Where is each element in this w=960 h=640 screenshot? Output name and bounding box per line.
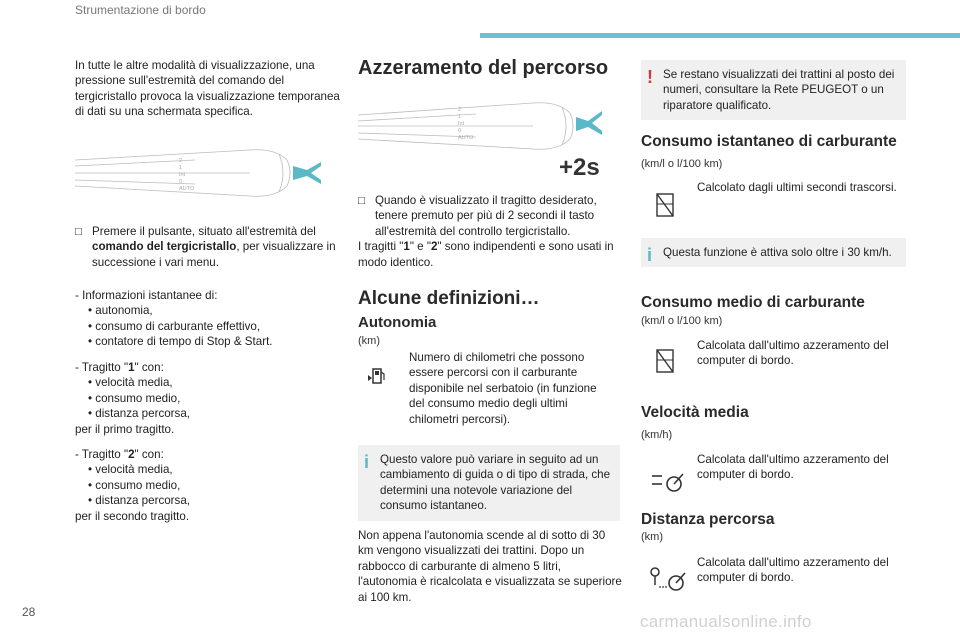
menu-list-3: - Tragitto "2" con: • velocità media, • consumo medio, • distanza percorsa, per il secondo tragitto. [75, 447, 345, 524]
intro-paragraph: In tutte le altre modalità di visualizzazione, una pressione sull'estremità del comando del tergicristallo provoca la visualizzazione temporanea di dati su una schermata specifica. [75, 59, 340, 119]
info-icon: i [364, 452, 370, 472]
section-unit: (km/l o l/100 km) [641, 315, 723, 327]
wiper-stalk-illustration [75, 140, 325, 202]
page-number: 28 [22, 605, 36, 619]
section-description: Calcolata dall'ultimo azzeramento del computer di bordo. [697, 339, 889, 368]
list-item: • velocità media, [88, 463, 173, 477]
section-description: Calcolata dall'ultimo azzeramento del computer di bordo. [697, 453, 889, 482]
instruction-hold: □ Quando è visualizzato il tragitto desiderato, tenere premuto per più di 2 secondi il tasto all'estremità del controllo tergicristallo. I tragitti "1" e "2" sono indipendenti e sono usati in modo identico. [358, 193, 620, 270]
list-item: • contatore di tempo di Stop & Start. [88, 335, 273, 349]
page-title: Azzeramento del percorso [358, 57, 609, 79]
list-item: • consumo di carburante effettivo, [88, 319, 261, 333]
svg-text:Int: Int [179, 172, 186, 178]
section-title: Consumo medio di carburante [641, 294, 865, 311]
trip-note: I tragitti "1" e "2" sono indipendenti e sono usati in modo identico. [358, 240, 614, 269]
svg-text:1: 1 [179, 165, 183, 171]
autonomia-footer: Non appena l'autonomia scende al di sotto di 30 km vengono visualizzati dei trattini. Dopo un rabbocco di carburante di almeno 5 litri, l'autonomia è ricalcolata e visualizzata se superiore ai 100 km. [358, 529, 622, 604]
distance-icon [648, 565, 688, 595]
section-unit: (km/h) [641, 429, 673, 441]
instruction-bold: comando del tergicristallo [92, 240, 237, 254]
list-item: • autonomia, [88, 304, 153, 318]
autonomia-unit: (km) [358, 335, 380, 347]
instruction-press-button: □ Premere il pulsante, situato all'estremità del comando del tergicristallo, per visualizzare in successione i vari menu. [75, 225, 336, 269]
list-item: • velocità media, [88, 376, 173, 390]
warning-box: ! Se restano visualizzati dei trattini al posto dei numeri, consultare la Rete PEUGEOT o un riparatore qualificato. [641, 60, 906, 120]
section-description: Calcolato dagli ultimi secondi trascorsi. [697, 181, 897, 194]
section-title: Consumo istantaneo di carburante [641, 133, 897, 150]
section-unit: (km/l o l/100 km) [641, 158, 723, 170]
section-description: Calcolata dall'ultimo azzeramento del computer di bordo. [697, 556, 889, 585]
average-consumption-icon [654, 348, 676, 374]
speed-icon [650, 468, 686, 496]
list-item: • consumo medio, [88, 478, 181, 492]
push-arrow-icon [576, 111, 602, 135]
list-item: • distanza percorsa, [88, 407, 191, 421]
svg-text:Int: Int [458, 121, 465, 127]
svg-text:0: 0 [179, 179, 183, 185]
list-tail: per il primo tragitto. [75, 422, 175, 436]
definitions-title: Alcune definizioni… [358, 288, 540, 309]
warning-icon: ! [647, 67, 653, 87]
svg-text:0: 0 [458, 128, 462, 134]
watermark: carmanualsonline.info [640, 612, 812, 631]
list-item: • consumo medio, [88, 391, 181, 405]
checkbox-bullet-icon: □ [75, 225, 83, 238]
checkbox-bullet-icon: □ [358, 194, 366, 207]
autonomia-title: Autonomia [358, 314, 437, 331]
hold-two-seconds-badge: +2s [559, 154, 600, 181]
svg-text:2: 2 [458, 107, 462, 113]
fuel-gauge-icon [654, 192, 676, 218]
header-accent-bar [480, 33, 960, 38]
autonomia-description: Numero di chilometri che possono essere percorsi con il carburante disponibile nel serbatoio (in funzione del consumo medio degli ultimi chilometri percorsi). [409, 351, 597, 426]
section-title: Distanza percorsa [641, 511, 775, 528]
section-title: Velocità media [641, 404, 749, 421]
section-header: Strumentazione di bordo [75, 3, 206, 17]
menu-list-2: - Tragitto "1" con: • velocità media, • consumo medio, • distanza percorsa, per il primo tragitto. [75, 360, 345, 437]
svg-text:AUTO: AUTO [458, 135, 474, 141]
info-box: i Questo valore può variare in seguito ad un cambiamento di guida o di tipo di strada, che determini una notevole variazione del consumo istantaneo. [358, 445, 620, 521]
list-lead: Informazioni istantanee di: [82, 289, 218, 302]
info-box: i Questa funzione è attiva solo oltre i 30 km/h. [641, 238, 906, 267]
section-unit: (km) [641, 531, 663, 543]
fuel-pump-icon [367, 366, 387, 386]
list-tail: per il secondo tragitto. [75, 509, 190, 523]
list-item: • distanza percorsa, [88, 494, 191, 508]
push-arrow-icon [293, 162, 321, 184]
info-icon: i [647, 245, 653, 265]
svg-text:2: 2 [179, 158, 183, 164]
svg-text:AUTO: AUTO [179, 186, 195, 192]
menu-list-1: - Informazioni istantanee di: • autonomia, • consumo di carburante effettivo, • contatore di tempo di Stop & Start. [75, 288, 345, 350]
svg-text:1: 1 [458, 114, 462, 120]
